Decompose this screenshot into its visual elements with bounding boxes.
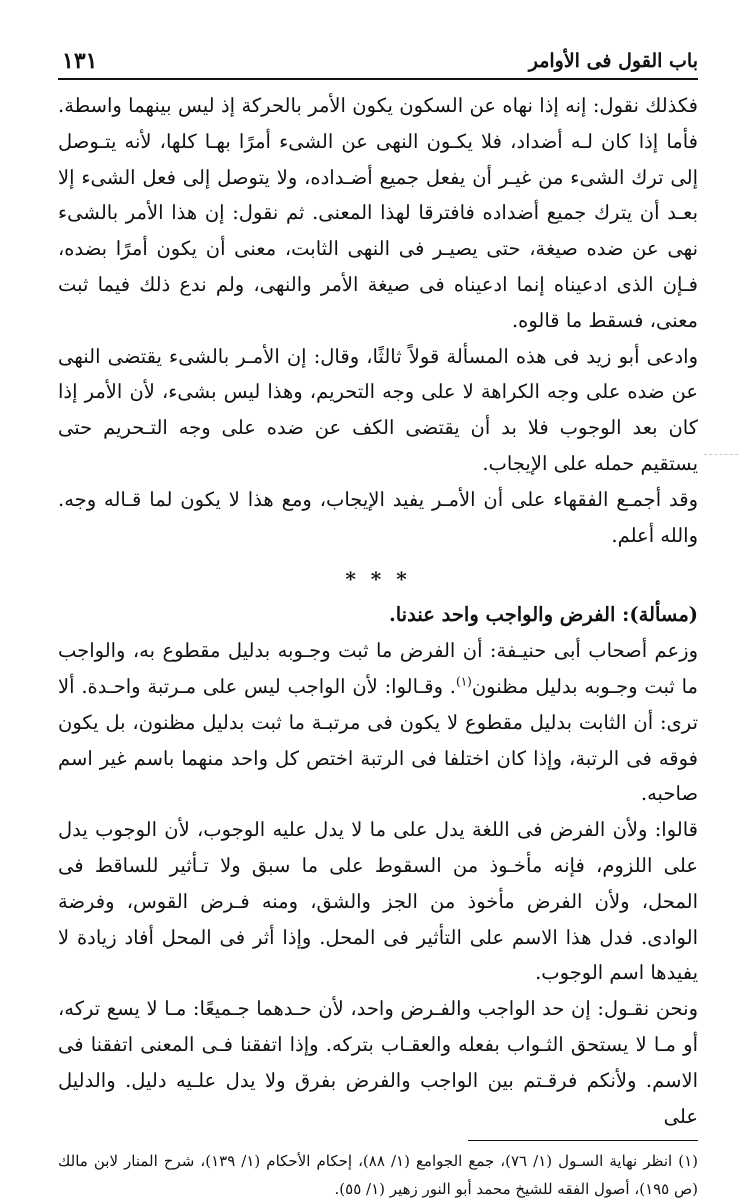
paragraph-text: . وقـالوا: لأن الواجب ليس على مـرتبة واحـدة. ألا ترى: أن الثابت بدليل مقطوع لا يكون فى مرتبـة ما ثبت بدليل مظنون، بل يكون فوقه فى الرتبة، وإذا كان اختلفا فى الرتبة اختص كل واحد منهما باسم غير اسم صاحبه. xyxy=(58,674,698,806)
paragraph xyxy=(58,633,698,812)
footnotes xyxy=(58,1147,698,1203)
book-page xyxy=(58,38,698,1203)
paragraph: ونحن نقـول: إن حد الواجب والفـرض واحد، لأن حـدهما جـميعًا: مـا لا يسع تركه، أو مـا لا يستحق الثـواب بفعله والعقـاب بتركه. وإذا اتفقنا فـى المعنى اتفقنا فى الاسم. ولأنكم فرقـتم بين الواجب والفرض بفرق ولا يدل علـيه دليل. والدليل على xyxy=(58,997,698,1128)
section-heading: (مسألة): الفرض والواجب واحد عندنا. xyxy=(388,603,698,627)
page-header xyxy=(58,38,698,80)
page-number: ١٣١ xyxy=(62,48,98,74)
footnote-divider xyxy=(468,1140,698,1141)
footnote-reference: (١) xyxy=(456,674,472,689)
section-separator: * * * xyxy=(345,567,411,592)
chapter-title: باب القول فى الأوامر xyxy=(528,50,698,72)
paragraph: فكذلك نقول: إنه إذا نهاه عن السكون يكون الأمر بالحركة إذ ليس بينهما واسطة. فأما إذا كان لـه أضداد، فلا يكـون النهى عن الشىء أمرًا بهـا كلها، لأنه يتـوصل إلى ترك الشىء من غيـر أن يفعل جميع أضـداده، ولا يتوصل إلى فعل الشىء إلا بعـد أن يترك جميع أضداده فافترقا لهذا المعنى. ثم نقول: إن هذا الأمر بالشىء نهى عن ضده صيغة، حتى يصيـر فى النهى الثابت، معنى أن يكون أمرًا بضده، فـإن الذى ادعيناه إنما ادعيناه فى صيغة الأمر والنهى، ولم ندع ذلك فيما ثبت معنى، فسقط ما قالوه. xyxy=(58,94,698,332)
margin-dash-mark xyxy=(704,454,738,455)
main-text xyxy=(58,88,698,1134)
paragraph-text: وزعم أصحاب أبى حنيـفة: أن الفرض ما ثبت وجـوبه بدليل مقطوع به، والواجب ما ثبت وجـوبه بدليل مظنون xyxy=(58,639,698,698)
paragraph: وقد أجمـع الفقهاء على أن الأمـر يفيد الإيجاب، ومع هذا لا يكون لما قـاله وجه. والله أعلم. xyxy=(58,487,698,547)
paragraph: قالوا: ولأن الفرض فى اللغة يدل على ما لا يدل عليه الوجوب، لأن الوجوب يدل على اللزوم، فإنه مأخـوذ من السقوط على ما سبق ولا تـأثير للساقط فى المحل، ولأن الفرض مأخوذ من الجز والشق، ومنه فـرض القوس، وفرضة الوادى. فدل هذا الاسم على التأثير فى المحل. وإذا أثر فى المحل أفاد زيادة لا يفيدها اسم الوجوب. xyxy=(58,818,698,985)
paragraph: وادعى أبو زيد فى هذه المسألة قولاً ثالثًا، وقال: إن الأمـر بالشىء يقتضى النهى عن ضده على وجه الكراهة لا على وجه التحريم، وهذا ليس بشىء، لأن الأمر إذا كان بعد الوجوب فلا بد أن يقتضى الكف عن ضده على وجه التـحريم حتى يستقيم حمله على الإيجاب. xyxy=(58,344,698,475)
footnote: (١) انظر نهاية السـول (١/ ٧٦)، جمع الجوامع (١/ ٨٨)، إحكام الأحكام (١/ ١٣٩)، شرح المنار لابن مالك (ص ١٩٥)، أصول الفقه للشيخ محمد أبو النور زهير (١/ ٥٥). xyxy=(58,1152,698,1199)
